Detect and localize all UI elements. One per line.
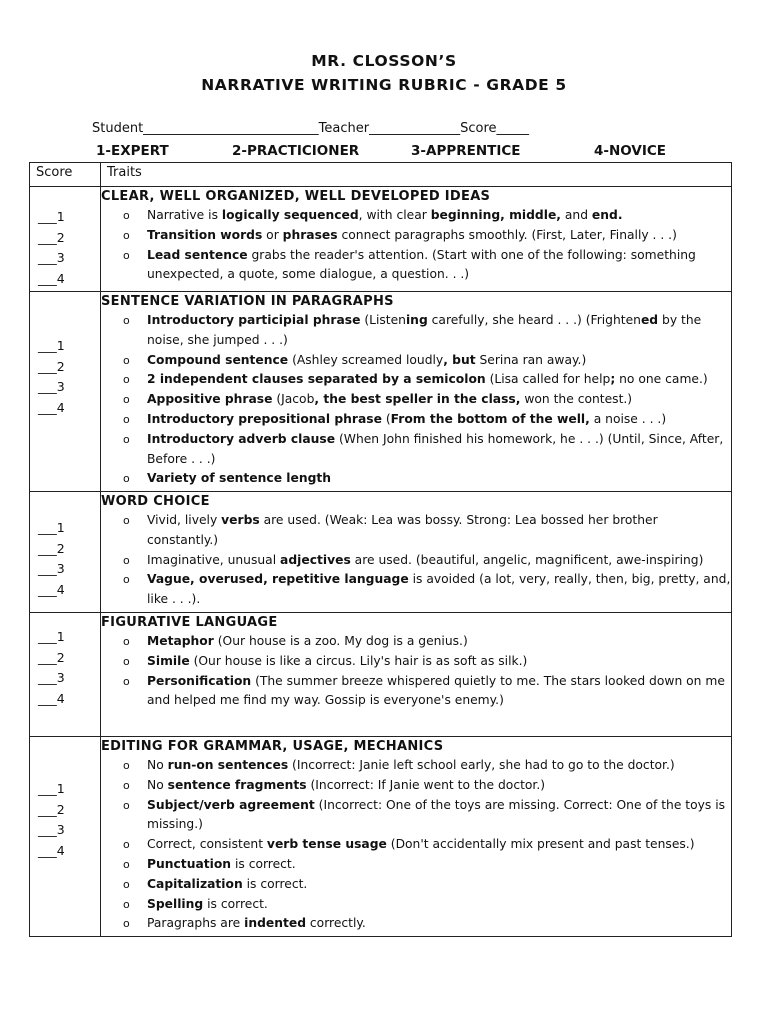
criteria-text: are used. (Weak: Lea was bossy. Strong: Lea bossed her brother constantly.): [147, 513, 658, 547]
criteria-text: carefully, she heard . . .) (Frighten: [427, 313, 641, 327]
criteria-emphasis: From the bottom of the well,: [390, 411, 590, 426]
criteria-emphasis: Compound sentence: [147, 352, 289, 367]
criteria-text: (Incorrect: If Janie went to the doctor.): [306, 777, 546, 792]
criteria-item: [123, 551, 731, 571]
score-blank[interactable]: ___1: [38, 520, 65, 535]
score-blank[interactable]: ___2: [38, 801, 65, 817]
criteria-text: is correct.: [203, 896, 268, 911]
criteria-item: [123, 206, 731, 226]
criteria-emphasis: Introductory participial phrase: [147, 313, 361, 327]
criteria-text: No: [147, 758, 168, 772]
section-heading: SENTENCE VARIATION IN PARAGRAPHS: [101, 294, 394, 309]
score-blank[interactable]: ___1: [38, 629, 65, 644]
score-blank[interactable]: ___4: [38, 842, 65, 858]
traits-column-header: Traits: [101, 163, 732, 187]
criteria-emphasis: , but: [443, 352, 476, 367]
score-blank[interactable]: ___3: [38, 670, 65, 686]
criteria-text: won the contest.): [520, 392, 633, 407]
criteria-text: Paragraphs are: [147, 916, 245, 931]
criteria-item: [123, 776, 731, 796]
score-blanks: [30, 292, 100, 418]
criteria-text: connect paragraphs smoothly. (First, Later, Finally . . .): [337, 227, 677, 242]
criteria-text: (Don't accidentally mix present and past tenses.): [386, 837, 695, 852]
score-blank[interactable]: ___3: [38, 379, 65, 395]
criteria-item: [123, 370, 731, 390]
criteria-emphasis: end.: [591, 208, 623, 222]
score-blank[interactable]: ___1: [38, 781, 65, 796]
rubric-section-row: [30, 613, 732, 737]
criteria-text: by the noise, she jumped . . .): [147, 313, 702, 347]
criteria-item: [123, 570, 731, 610]
criteria-text: (Incorrect: One of the toys are missing. Correct: One of the toys is missing.): [147, 797, 726, 832]
criteria-emphasis: Vague, overused, repetitive language: [147, 572, 409, 587]
score-cell: [30, 492, 101, 613]
criteria-text: No: [147, 777, 168, 792]
score-blanks: [30, 492, 100, 600]
traits-cell: [101, 292, 732, 492]
traits-cell: [101, 737, 732, 937]
criteria-text: (Our house is a zoo. My dog is a genius.): [213, 634, 468, 648]
criteria-text: is avoided (a lot, very, really, then, big, pretty, and, like . . .).: [147, 572, 731, 607]
score-cell: [30, 187, 101, 292]
level-novice: 4-NOVICE: [594, 143, 667, 159]
criteria-text: is correct.: [231, 856, 296, 871]
criteria-emphasis: Spelling: [147, 896, 204, 911]
traits-cell: [101, 492, 732, 613]
score-cell: [30, 292, 101, 492]
criteria-list: [101, 632, 731, 711]
criteria-text: Serina ran away.): [475, 352, 587, 367]
criteria-text: Narrative is: [147, 208, 222, 222]
criteria-emphasis: ing: [405, 313, 428, 327]
criteria-item: [123, 311, 731, 351]
criteria-emphasis: Transition words: [147, 227, 263, 242]
criteria-emphasis: Introductory prepositional phrase: [147, 411, 382, 426]
criteria-text: , with clear: [358, 208, 431, 222]
score-blank[interactable]: ___3: [38, 561, 65, 577]
criteria-text: Correct, consistent: [147, 837, 267, 852]
rubric-section-row: [30, 187, 732, 292]
criteria-item: [123, 875, 731, 895]
score-blank[interactable]: ___2: [38, 540, 65, 556]
criteria-item: [123, 511, 731, 551]
criteria-text: (Ashley screamed loudly: [288, 352, 444, 367]
criteria-text: (Listen: [360, 313, 406, 327]
criteria-emphasis: Metaphor: [147, 634, 214, 648]
score-blank[interactable]: ___4: [38, 270, 65, 286]
section-heading: EDITING FOR GRAMMAR, USAGE, MECHANICS: [101, 739, 444, 754]
criteria-emphasis: Personification: [147, 673, 252, 688]
score-blank[interactable]: ___2: [38, 358, 65, 374]
criteria-text: (Jacob: [272, 392, 315, 407]
traits-cell: [101, 613, 732, 737]
criteria-item: [123, 226, 731, 246]
criteria-emphasis: adjectives: [280, 552, 351, 567]
criteria-list: [101, 311, 731, 489]
criteria-item: [123, 855, 731, 875]
criteria-text: Vivid, lively: [147, 513, 222, 527]
rubric-section-row: [30, 292, 732, 492]
criteria-list: [101, 206, 731, 285]
score-blanks: [30, 187, 100, 289]
section-heading: WORD CHOICE: [101, 494, 210, 509]
title-line-2: NARRATIVE WRITING RUBRIC - GRADE 5: [201, 76, 567, 94]
criteria-text: (The summer breeze whispered quietly to me. The stars looked down on me and helped me find my way. Gossip is everyone's enemy.): [147, 673, 725, 708]
criteria-text: or: [262, 227, 283, 242]
criteria-emphasis: Variety of sentence length: [147, 471, 332, 486]
criteria-emphasis: sentence fragments: [167, 777, 307, 792]
criteria-item: [123, 430, 731, 470]
score-blank[interactable]: ___2: [38, 649, 65, 665]
criteria-text: no one came.): [615, 372, 708, 387]
rubric-table: [29, 162, 732, 937]
criteria-list: [101, 511, 731, 610]
criteria-emphasis: beginning, middle,: [430, 208, 561, 222]
criteria-emphasis: logically sequenced: [221, 208, 359, 222]
criteria-text: a noise . . .): [589, 411, 667, 426]
score-blank[interactable]: ___1: [38, 209, 65, 224]
criteria-text: (Our house is like a circus. Lily's hair is as soft as silk.): [189, 653, 528, 668]
criteria-emphasis: indented: [244, 916, 306, 931]
traits-cell: [101, 187, 732, 292]
score-blanks: [30, 613, 100, 709]
criteria-text: (Lisa called for help: [485, 372, 611, 387]
rubric-section-row: [30, 737, 732, 937]
score-column-header: Score: [30, 163, 101, 187]
criteria-text: (When John finished his homework, he . . .) (Until, Since, After, Before . . .): [147, 431, 724, 466]
criteria-item: [123, 390, 731, 410]
score-blank[interactable]: ___3: [38, 250, 65, 266]
criteria-item: [123, 469, 731, 489]
score-blank[interactable]: ___4: [38, 690, 65, 706]
criteria-text: are used. (beautiful, angelic, magnificent, awe-inspiring): [350, 552, 704, 567]
criteria-item: [123, 246, 731, 286]
score-blank[interactable]: ___4: [38, 581, 65, 597]
criteria-emphasis: run-on sentences: [167, 758, 289, 772]
criteria-text: Imaginative, unusual: [147, 552, 281, 567]
criteria-emphasis: 2 independent clauses separated by a semicolon: [147, 372, 486, 387]
table-header-row: [30, 163, 732, 187]
criteria-emphasis: verb tense usage: [266, 837, 387, 852]
level-apprentice: 3-APPRENTICE: [411, 143, 521, 159]
score-blank[interactable]: ___4: [38, 399, 65, 415]
criteria-item: [123, 652, 731, 672]
level-expert: 1-EXPERT: [96, 143, 169, 159]
criteria-emphasis: Simile: [147, 653, 190, 668]
score-cell: [30, 737, 101, 937]
student-teacher-score-line: Student___________________________Teacher______________Score_____: [92, 121, 530, 136]
criteria-emphasis: Subject/verb agreement: [147, 797, 315, 812]
criteria-emphasis: Appositive phrase: [147, 392, 273, 407]
criteria-text: (: [381, 411, 391, 426]
criteria-item: [123, 756, 731, 776]
criteria-item: [123, 796, 731, 836]
score-blanks: [30, 737, 100, 861]
criteria-text: grabs the reader's attention. (Start with one of the following: something unexpected, a quote, some dialogue, a question. . .): [147, 247, 696, 282]
score-blank[interactable]: ___3: [38, 822, 65, 838]
criteria-item: [123, 410, 731, 430]
criteria-item: [123, 632, 731, 652]
criteria-text: and: [560, 208, 592, 222]
criteria-emphasis: Capitalization: [147, 876, 243, 891]
criteria-item: [123, 835, 731, 855]
criteria-item: [123, 672, 731, 712]
title-line-1: MR. CLOSSON’S: [311, 52, 457, 70]
criteria-emphasis: phrases: [282, 227, 338, 242]
score-blank[interactable]: ___1: [38, 338, 65, 353]
rubric-section-row: [30, 492, 732, 613]
criteria-text: correctly.: [306, 916, 366, 931]
criteria-item: [123, 351, 731, 371]
criteria-list: [101, 756, 731, 934]
criteria-item: [123, 895, 731, 915]
score-blank[interactable]: ___2: [38, 229, 65, 245]
criteria-item: [123, 914, 731, 934]
criteria-emphasis: Introductory adverb clause: [147, 431, 336, 446]
section-heading: CLEAR, WELL ORGANIZED, WELL DEVELOPED IDEAS: [101, 189, 491, 204]
criteria-text: (Incorrect: Janie left school early, she had to go to the doctor.): [288, 758, 675, 772]
level-practicioner: 2-PRACTICIONER: [232, 143, 360, 159]
criteria-emphasis: ;: [610, 372, 616, 387]
score-cell: [30, 613, 101, 737]
criteria-emphasis: verbs: [221, 513, 260, 527]
criteria-emphasis: ed: [640, 313, 659, 327]
section-heading: FIGURATIVE LANGUAGE: [101, 615, 278, 630]
criteria-text: is correct.: [242, 876, 308, 891]
criteria-emphasis: , the best speller in the class,: [314, 392, 521, 407]
criteria-emphasis: Punctuation: [147, 856, 232, 871]
criteria-emphasis: Lead sentence: [147, 247, 248, 262]
